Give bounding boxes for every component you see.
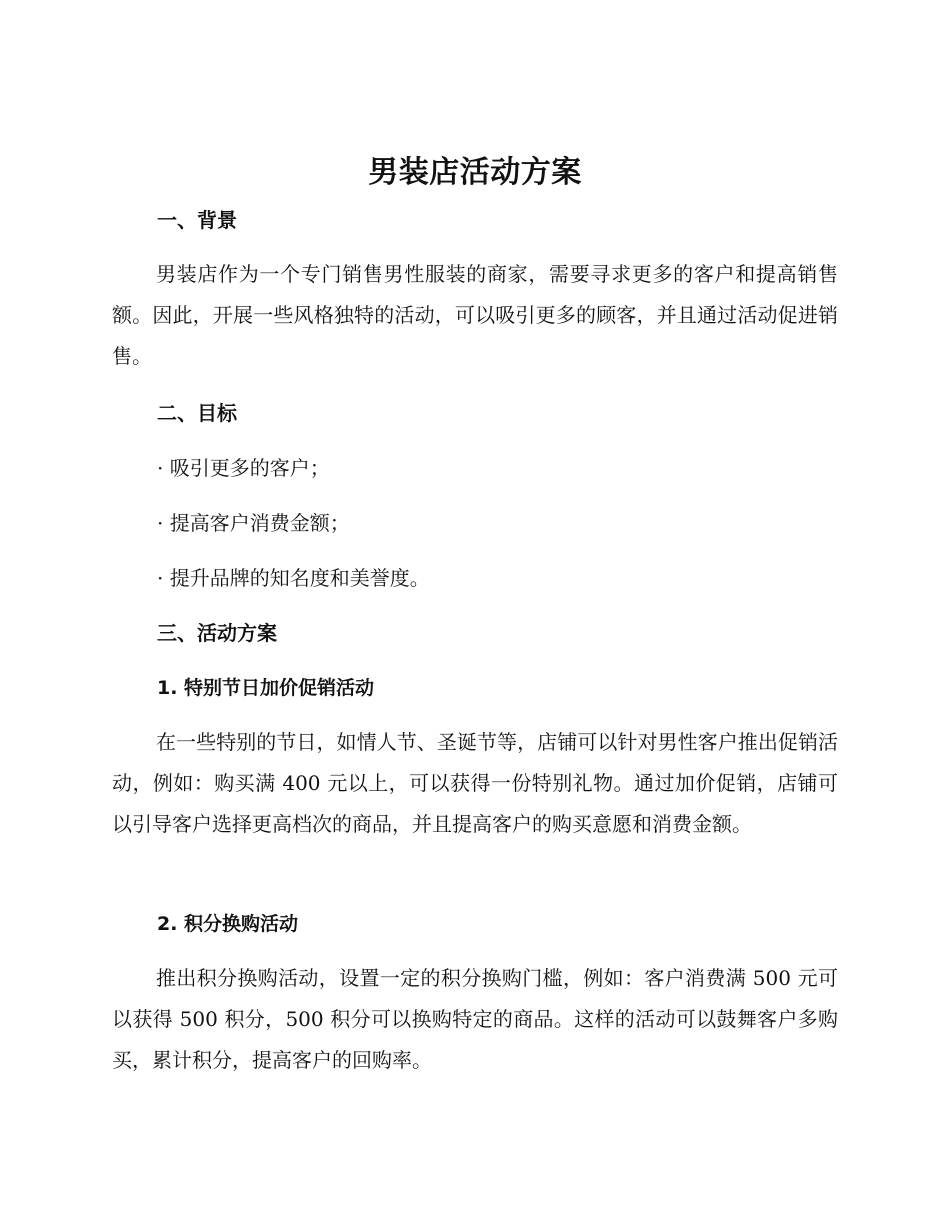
goal-item: · 提高客户消费金额； (157, 511, 350, 535)
section-heading-plan: 三、活动方案 (157, 621, 277, 645)
subsection-heading-points-redeem: 2. 积分换购活动 (157, 913, 299, 935)
document-title: 男装店活动方案 (368, 155, 582, 190)
background-paragraph: 男装店作为一个专门销售男性服装的商家，需要寻求更多的客户和提高销售额。因此，开展一些风格独特的活动，可以吸引更多的顾客，并且通过活动促进销售。 (112, 262, 838, 368)
section-heading-background: 一、背景 (157, 208, 237, 232)
goal-item: · 吸引更多的客户； (157, 456, 330, 480)
subsection-heading-holiday-promo: 1. 特别节日加价促销活动 (157, 677, 375, 699)
goal-item: · 提升品牌的知名度和美誉度。 (157, 566, 430, 590)
section-heading-goals: 二、目标 (157, 401, 237, 425)
holiday-promo-paragraph: 在一些特别的节日，如情人节、圣诞节等，店铺可以针对男性客户推出促销活动，例如：购买满 400 元以上，可以获得一份特别礼物。通过加价促销，店铺可以引导客户选择更高档次的商品，并且提高客户的购买意愿和消费金额。 (112, 730, 838, 836)
points-redeem-paragraph: 推出积分换购活动，设置一定的积分换购门槛，例如：客户消费满 500 元可以获得 500 积分，500 积分可以换购特定的商品。这样的活动可以鼓舞客户多购买，累计积分，提高客户的回购率。 (112, 966, 838, 1072)
